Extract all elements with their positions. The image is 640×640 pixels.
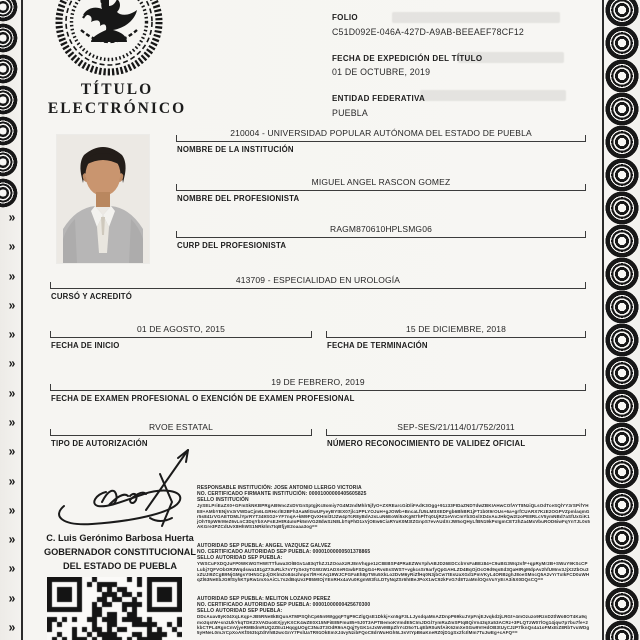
fecha-expedicion-label: FECHA DE EXPEDICIÓN DEL TÍTULO	[332, 53, 483, 63]
left-chevron-border	[4, 209, 20, 635]
field-institucion	[176, 121, 586, 161]
field-tipo-autorizacion-value: RVOE ESTATAL	[149, 422, 213, 432]
field-bracket	[50, 331, 312, 338]
document-title-line1: TÍTULO	[80, 81, 154, 98]
folio-label: FOLIO	[332, 13, 358, 22]
chevron-ornament-icon: »	[8, 531, 16, 547]
cert-block-institucion	[197, 486, 590, 529]
field-rvoe-numero	[326, 415, 586, 455]
cert-sello-label: SELLO AUTORIDAD SEP PUEBLA:	[197, 607, 283, 614]
cert-numero-line: NO. CERTIFICADO AUTORIDAD SEP PUEBLA: 00001000000425670300	[197, 601, 371, 608]
field-bracket	[176, 184, 586, 191]
left-border-rule	[21, 0, 23, 640]
chevron-ornament-icon: »	[8, 209, 16, 225]
field-bracket	[326, 429, 586, 436]
field-fecha-inicio-label: FECHA DE INICIO	[51, 341, 120, 350]
field-fecha-inicio-value: 01 DE AGOSTO, 2015	[136, 324, 226, 334]
field-profesionista	[176, 170, 586, 210]
field-fecha-examen-value: 19 DE FEBRERO, 2019	[271, 377, 365, 387]
qr-code-canvas	[47, 577, 182, 640]
field-curp-value: RAGM870610HPLSMG06	[330, 224, 432, 234]
chevron-ornament-icon: »	[8, 472, 16, 489]
entidad-group	[332, 94, 592, 118]
governor-name: C. Luis Gerónimo Barbosa Huerta	[46, 533, 194, 543]
chevron-ornament-icon: »	[8, 589, 16, 606]
cert-numero-line: NO. CERTIFICADO AUTORIDAD SEP PUEBLA: 00001000000501378865	[197, 548, 371, 555]
fecha-expedicion-value: 01 DE OCTUBRE, 2019	[332, 67, 431, 77]
cert-sello-data: DDcAuav8yK04XqLKqp+JB5RNe8kBQunATMPSQhCp65n9WggqFTgP9CZlgQsE1Dkkj+xn5gF3LLJysdqaMnAZDnpP69kuJVpFnjEJvqkd2jLRGt+4mOzuzo9RznD2tlWo8OT4Ka9qmo2qsIW+sn2UkYkqTDKZXVADuoEXjyyKXCK4wZE0X15NFiE85Fmu85+5J0T3APTBemoKVmdE5CImJDGl7ymRaZmSPtqBQiVn43qXa53ACRz+3PLQTzW07lOg14jqw7p7bu7fe+2kbCTPL4RgnCmVjyeRMBdmRUQ2ZEu1HqqgUOgC3Nu3T3OdR9nAQqjTyGK1sJxWvM8pZhYcD5oTLqEbR0uNfAiK62mXeSGw9VrHdOB3tUyCJzP7lknQs4a1oFMxEiZ8RbTvuWDg5yHNeL0mJrCpXoAKfS63tqZdIVhB2wcGnY7PslUaTR91OkEmXJ4vyNzibFQoC8drWuHGh5L3sVtYpB6aKneRZ0jD1gSx2fcIlMm7TuJwEg+cAFQ==	[197, 614, 590, 635]
chevron-ornament-icon: »	[8, 560, 16, 577]
field-fecha-examen	[50, 370, 586, 410]
field-institucion-value: 210004 - UNIVERSIDAD POPULAR AUTÓNOMA DEL ESTADO DE PUEBLA	[230, 128, 532, 138]
field-fecha-terminacion	[326, 317, 586, 357]
field-fecha-examen-label: FECHA DE EXAMEN PROFESIONAL O EXENCIÓN DE EXAMEN PROFESIONAL	[51, 394, 355, 403]
field-carrera	[50, 268, 586, 308]
governor-title-line2: DEL ESTADO DE PUEBLA	[62, 561, 177, 571]
chevron-ornament-icon: »	[8, 238, 16, 254]
chevron-ornament-icon: »	[8, 502, 16, 518]
profile-photo	[57, 135, 149, 263]
cert-sello-data: YWSCuFXDQJuFP0WKWGTHWtTTfuwa3OlBGv1a83qThZJ1ZOoaXzRJ8nVhqpe1zC8EBSP4PRaEZWsYphABJD26EDCcbVsFaBEz84+C9uBG3Wq2sfF+qpRyMr2B+SWuY9KScCPLubj7QFVObOR3Wqdswa181gZ73uRLk7sYTySe3yTGWzW1ADXeRGwbFSDgG4+RvsEsSWST+vgkcsSr9arfyQpGAHLZD4BqOjOcO9d9qsEd3QaHIRgMdpAv2hfUMnv3JjX2ZbOu3xZUJI9ZCgB9NjGMgsYtHN1CpJjOKlmZo84szhnps7lR+KAq19WJCFGFaEh8pTWu5XkLo2DvM6yRiZfHq0N3jbCw7tEsUaXGd1PmVKyL4ORBzghJ8oeSMncQ5A2vYrTxIkFCD0uWHqZl63NeEbJG9fSyhKTpRw1mXoAiCL7s2dBqUvzP85MtOjYEnRHx4aVu0KgmW3fcLDTyNqZSr6hIBeJPoX1wC92kFvG7d8TzaMnlOQsVuYyErA3i5X0DQsCQ==	[197, 561, 590, 582]
chevron-ornament-icon: »	[8, 384, 16, 401]
national-seal-icon	[54, 0, 164, 77]
field-tipo-autorizacion-label: TIPO DE AUTORIZACIÓN	[51, 439, 148, 448]
field-carrera-value: 413709 - ESPECIALIDAD EN UROLOGÍA	[235, 275, 401, 285]
governor-signature	[50, 444, 210, 536]
folio-group	[332, 13, 592, 37]
field-bracket	[50, 429, 312, 436]
qr-code	[47, 577, 183, 640]
chevron-ornament-icon: »	[8, 297, 16, 313]
field-profesionista-value: MIGUEL ANGEL RASCON GOMEZ	[311, 177, 451, 187]
entidad-label: ENTIDAD FEDERATIVA	[332, 94, 426, 103]
field-institucion-label: NOMBRE DE LA INSTITUCIÓN	[177, 145, 294, 154]
folio-value: C51D092E-046A-427D-A9AB-BEEAEF78CF12	[332, 26, 525, 37]
field-rvoe-numero-value: SEP-SES/21/114/01/752/2011	[397, 422, 515, 432]
document-title	[24, 80, 210, 118]
governor-title-line1: GOBERNADOR CONSTITUCIONAL	[43, 547, 197, 557]
chevron-ornament-icon: »	[8, 267, 16, 284]
field-curp-label: CURP DEL PROFESIONISTA	[177, 241, 287, 250]
chevron-ornament-icon: »	[8, 355, 16, 372]
field-fecha-terminacion-value: 15 DE DICIEMBRE, 2018	[406, 324, 506, 334]
meta-block	[332, 13, 592, 135]
right-border-rule	[602, 0, 604, 640]
field-carrera-label: CURSÓ Y ACREDITÓ	[51, 292, 133, 301]
right-medallion-border	[603, 0, 640, 640]
cert-block-autoridad-2	[197, 597, 590, 635]
field-bracket	[50, 384, 586, 391]
field-bracket	[326, 331, 586, 338]
cert-responsable-line: AUTORIDAD SEP PUEBLA: ANGEL VAZQUEZ GALVEZ	[197, 543, 331, 549]
field-bracket	[176, 231, 586, 238]
entidad-value: PUEBLA	[332, 107, 368, 118]
document-title-line2: ELECTRÓNICO	[47, 100, 187, 117]
chevron-ornament-icon: »	[8, 619, 16, 635]
cert-block-autoridad-1	[197, 544, 590, 582]
cert-sello-label: SELLO INSTITUCIÓN	[197, 496, 249, 503]
field-fecha-terminacion-label: FECHA DE TERMINACIÓN	[327, 341, 428, 350]
fecha-expedicion-group	[332, 54, 592, 78]
chevron-ornament-icon: »	[8, 414, 16, 430]
chevron-ornament-icon: »	[8, 326, 16, 342]
field-fecha-inicio	[50, 317, 312, 357]
cert-responsable-line: AUTORIDAD SEP PUEBLA: MELITON LOZANO PEREZ	[197, 596, 331, 602]
cert-responsable-line: RESPONSABLE INSTITUCIÓN: JOSE ANTONIO LLERGO VICTORIA	[197, 485, 362, 491]
chevron-ornament-icon: »	[8, 443, 16, 459]
field-profesionista-label: NOMBRE DEL PROFESIONISTA	[177, 194, 300, 203]
cert-sello-label: SELLO AUTORIDAD SEP PUEBLA:	[197, 554, 283, 561]
field-rvoe-numero-label: NÚMERO RECONOCIMIENTO DE VALIDEZ OFICIAL	[327, 439, 526, 448]
left-medallion-border	[0, 0, 20, 208]
cert-numero-line: NO. CERTIFICADO FIRMANTE INSTITUCIÓN: 00001000000405605825	[197, 490, 367, 497]
field-curp	[176, 217, 586, 257]
field-bracket	[176, 135, 586, 142]
cert-sello-data: JySELPriEaZX0+GFmSkNKBPRgAB9mcZxDVGnSptgjKc8omiy7G4M2ndMhlr5jfyO+ZXREarcGiDliFAdK3Ogg+91z33FIDaZNDTdwZBKIAHwCOfAYT8NziQLsOdTceSQlYY3rSPifYHE8+AMbYENjVv3rVWDaCjm6LGRHcrlE2BFh3AaMlGwUFyeyBYtEX07jlc1PPLYOJuH+gJOWb+BncaLfU5LMtIXEDFgb6BhBR1jFT1b0t9rOUs+6a+grfCUARX7KzE2OGPVZpmlaqmGr5s841rVGAETDMLlYprRYT349SG2+YF7nqA+kM9FQvXHml3tJZw4pTcR8yBdA2sLuN6EoWi5xKgM7hPfTq0UjRZ1eVnCmYb3GslXD4vAuJHkQw2tzoPE8RLcV5ymNBd7aSfUxGiK1jOhT0pW9rMeZ6vLnC3DqYbXAFsEJHtR4uIoPk5mVG28dwSzN8LbTqFhD1xVjOEw6CiaRYuK0M3tZGnpS7evAUdXrJW5oQHyLfBN19kPsIgmCET2hZa4MxVbuROD6iwFqYnTJL0s5AKGre3PZCdUvX8HhWS1NRkIlm7tqBfjyE2oaaa3og==	[197, 503, 590, 530]
field-bracket	[50, 282, 586, 289]
